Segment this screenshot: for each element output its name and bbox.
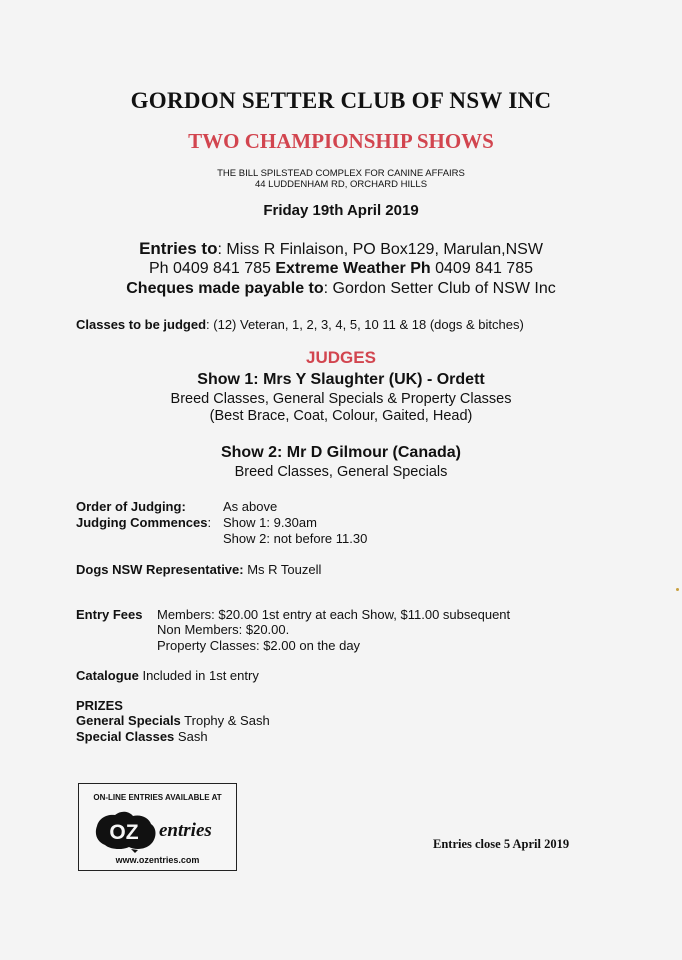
weather-phone: 0409 841 785 xyxy=(435,260,533,277)
ozentries-caption: ON-LINE ENTRIES AVAILABLE AT xyxy=(93,793,222,802)
venue-line-1: THE BILL SPILSTEAD COMPLEX FOR CANINE AFFAIRS xyxy=(217,168,465,179)
special-classes-line xyxy=(76,729,208,744)
show1-title: Show 1: Mrs Y Slaughter (UK) - Ordett xyxy=(197,371,485,388)
catalogue-line xyxy=(76,668,259,683)
special-classes-value: Sash xyxy=(177,729,208,744)
cheques-payee: : Gordon Setter Club of NSW Inc xyxy=(323,280,556,297)
commences-label: Judging Commences xyxy=(76,515,208,530)
ozentries-url[interactable]: www.ozentries.com xyxy=(115,855,200,865)
catalogue-value: Included in 1st entry xyxy=(142,668,259,683)
representative-value: Ms R Touzell xyxy=(247,562,322,577)
ozentries-logo xyxy=(91,806,226,854)
fees-label: Entry Fees xyxy=(76,607,143,622)
fees-members: Members: $20.00 1st entry at each Show, $11.00 subsequent xyxy=(157,607,511,622)
general-specials-value: Trophy & Sash xyxy=(184,713,270,728)
fees-non-members: Non Members: $20.00. xyxy=(157,622,290,637)
club-name: GORDON SETTER CLUB OF NSW INC xyxy=(130,88,552,113)
show2-classes: Breed Classes, General Specials xyxy=(234,464,448,480)
show1-property: (Best Brace, Coat, Colour, Gaited, Head) xyxy=(209,408,473,424)
classes-value: : (12) Veteran, 1, 2, 3, 4, 5, 10 11 & 18 (dogs & bitches) xyxy=(206,317,524,332)
entries-line xyxy=(0,239,682,259)
ozentries-box[interactable] xyxy=(78,783,237,871)
show1-time: Show 1: 9.30am xyxy=(223,515,317,530)
cheques-line xyxy=(0,280,682,298)
venue-line-2: 44 LUDDENHAM RD, ORCHARD HILLS xyxy=(254,179,428,190)
representative-line xyxy=(76,562,321,577)
commences-label-wrap xyxy=(76,515,211,530)
general-specials-label: General Specials xyxy=(76,713,181,728)
show2-title: Show 2: Mr D Gilmour (Canada) xyxy=(220,444,461,461)
classes-label: Classes to be judged xyxy=(76,317,207,332)
catalogue-label: Catalogue xyxy=(76,668,139,683)
fees-property: Property Classes: $2.00 on the day xyxy=(157,638,361,653)
entries-address: : Miss R Finlaison, PO Box129, Marulan,NSW xyxy=(217,241,543,258)
paper-speck xyxy=(676,588,679,591)
order-value: As above xyxy=(223,499,278,514)
general-specials-line xyxy=(76,713,270,728)
commences-colon: : xyxy=(207,515,212,530)
show1-classes: Breed Classes, General Specials & Property Classes xyxy=(170,391,512,407)
logo-entries-text: entries xyxy=(159,820,212,841)
special-classes-label: Special Classes xyxy=(76,729,175,744)
prizes-heading: PRIZES xyxy=(76,698,123,713)
order-label: Order of Judging: xyxy=(76,499,186,514)
entries-label: Entries to xyxy=(139,239,218,258)
phone-line xyxy=(0,260,682,278)
show-date: Friday 19th April 2019 xyxy=(263,202,419,219)
entries-phone: Ph 0409 841 785 xyxy=(149,260,271,277)
event-title: TWO CHAMPIONSHIP SHOWS xyxy=(188,129,494,153)
judges-heading: JUDGES xyxy=(306,348,376,367)
representative-label: Dogs NSW Representative: xyxy=(76,562,244,577)
classes-line xyxy=(76,317,524,332)
logo-oz-text: OZ xyxy=(109,821,139,844)
entries-close: Entries close 5 April 2019 xyxy=(433,837,570,851)
weather-label: Extreme Weather Ph xyxy=(275,260,431,277)
cheques-label: Cheques made payable to xyxy=(126,280,324,297)
show2-time: Show 2: not before 11.30 xyxy=(223,531,368,546)
